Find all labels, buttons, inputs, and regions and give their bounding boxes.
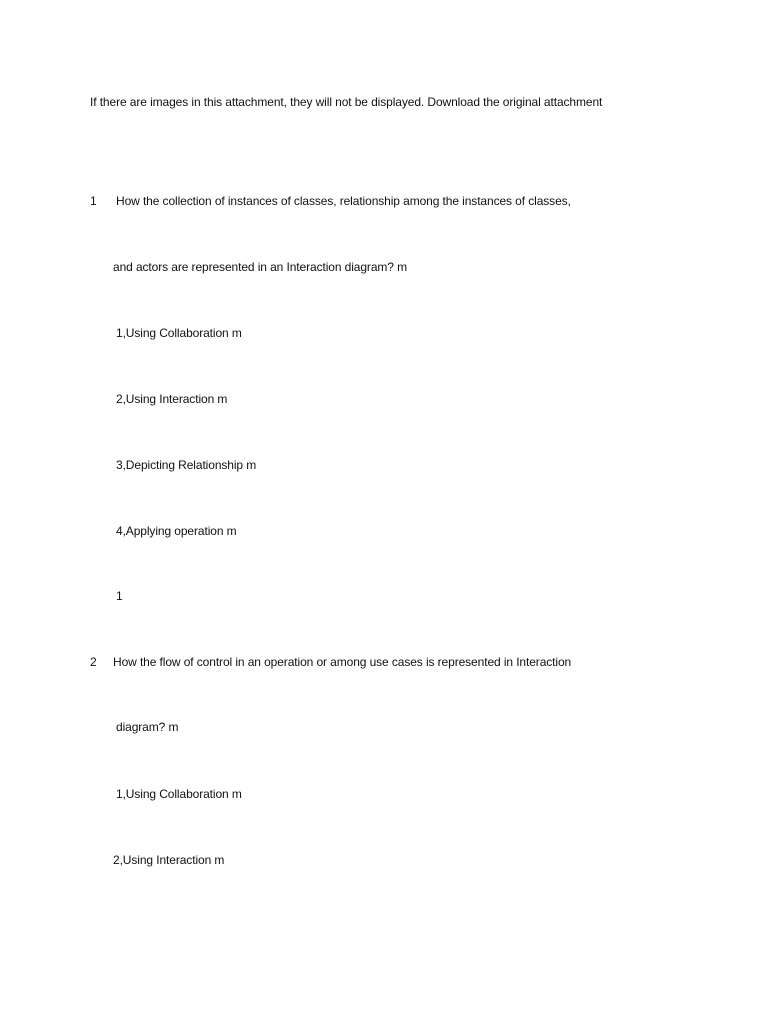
question-2-option-1: 1,Using Collaboration m	[116, 787, 242, 801]
question-2-text-line2: diagram? m	[116, 720, 179, 734]
question-2-number: 2	[90, 655, 97, 669]
question-1-text-line1: How the collection of instances of classes, relationship among the instances of classes,	[116, 194, 571, 208]
question-1-number: 1	[90, 194, 97, 208]
question-2-text-line1: How the flow of control in an operation or among use cases is represented in Interaction	[113, 655, 572, 669]
question-1-option-1: 1,Using Collaboration m	[116, 326, 242, 340]
question-1-option-3: 3,Depicting Relationship m	[116, 458, 257, 472]
question-1-option-4: 4,Applying operation m	[116, 524, 237, 538]
question-1-text-line2: and actors are represented in an Interaction diagram? m	[113, 260, 408, 274]
question-1-option-2: 2,Using Interaction m	[116, 392, 228, 406]
question-1-answer: 1	[116, 589, 123, 603]
attachment-notice: If there are images in this attachment, they will not be displayed. Download the original attachment	[90, 95, 603, 109]
question-2-option-2: 2,Using Interaction m	[113, 853, 225, 867]
